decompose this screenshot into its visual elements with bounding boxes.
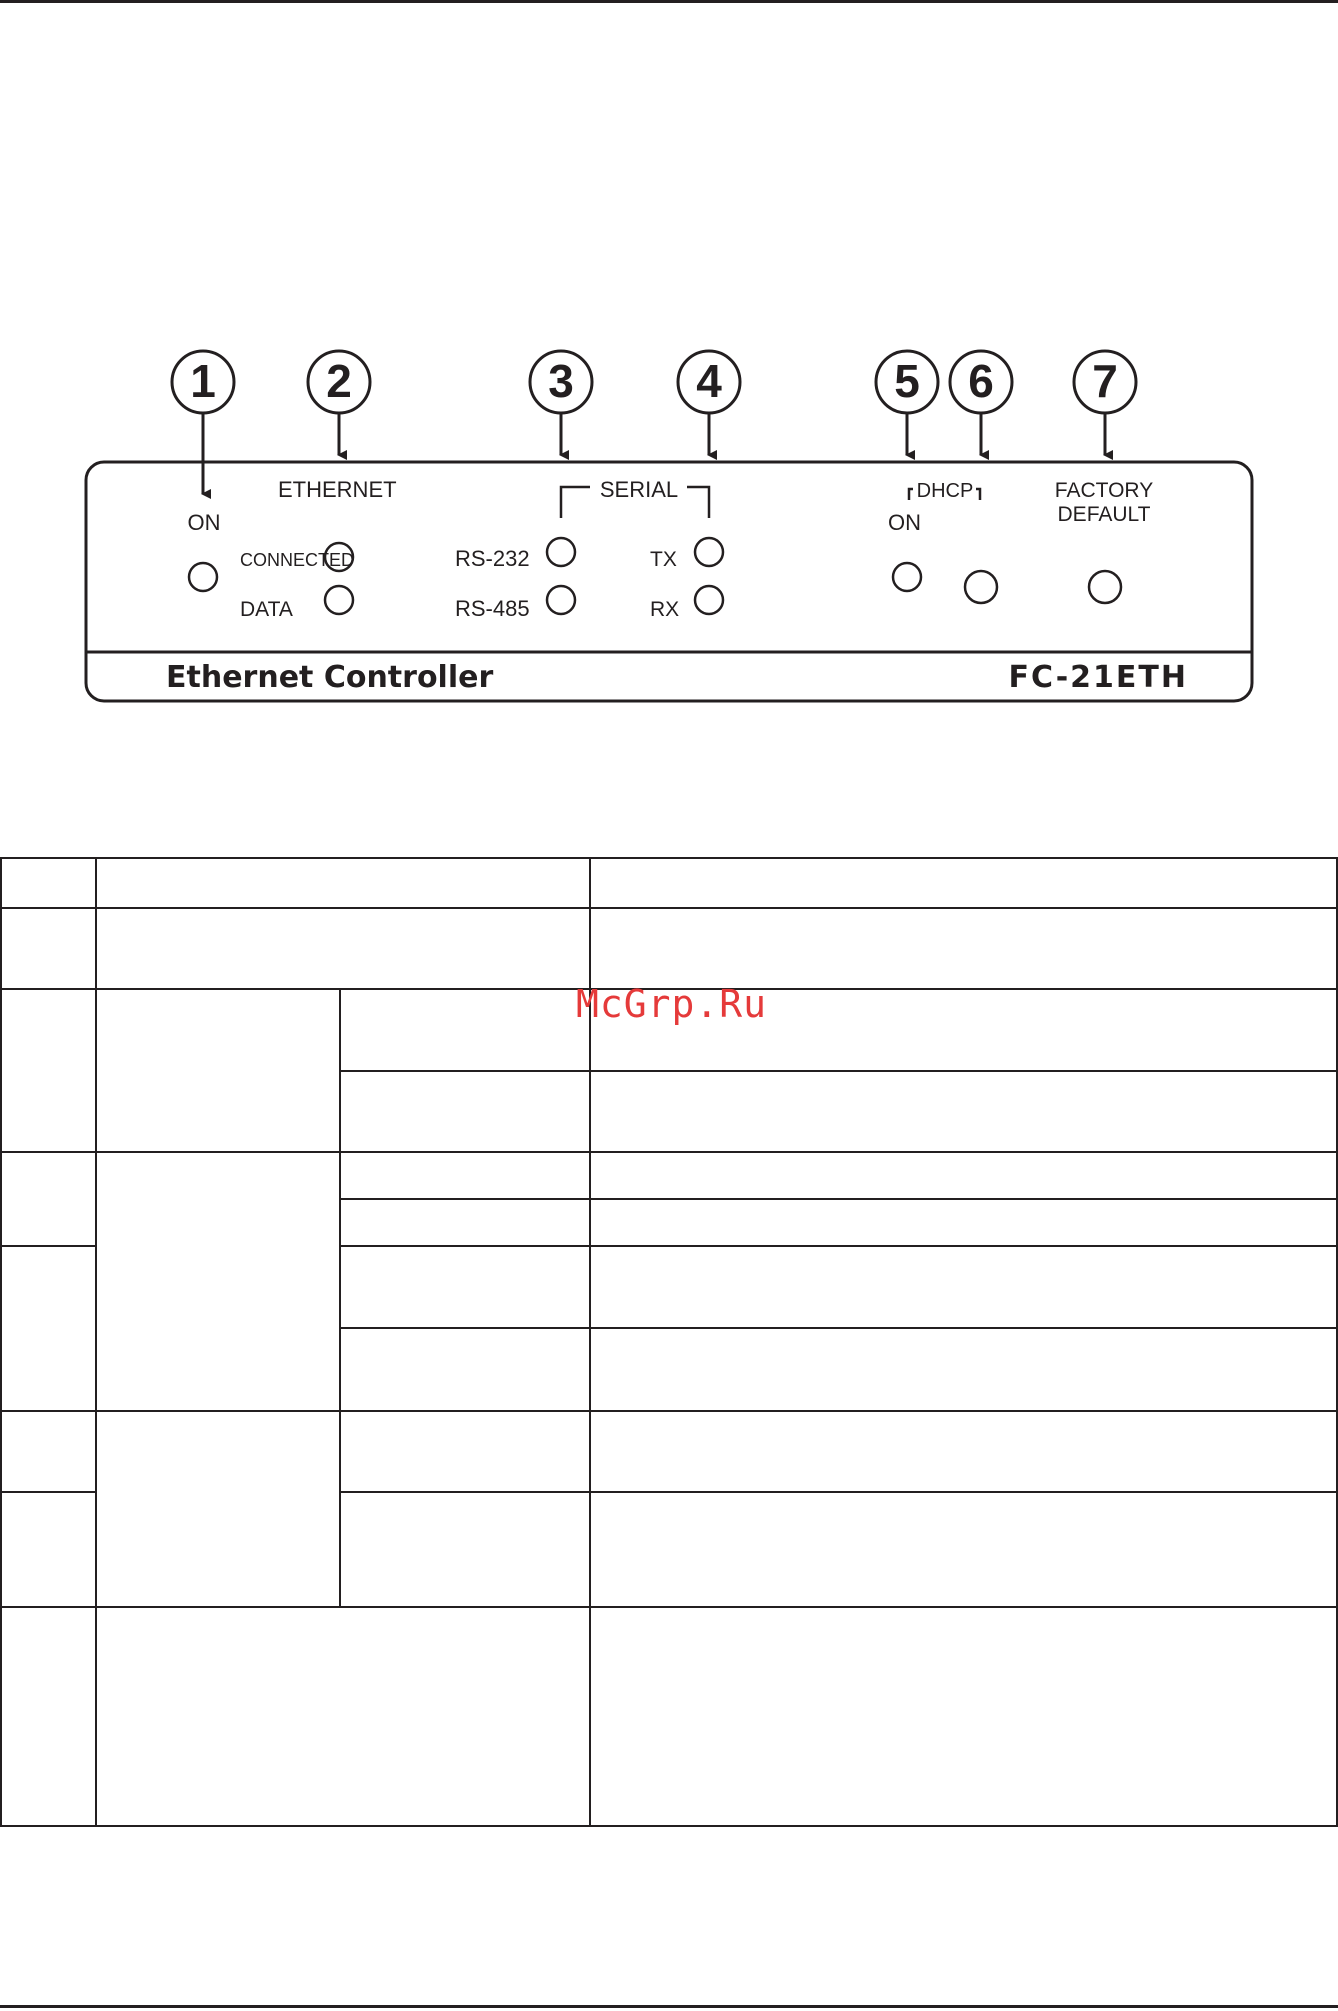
table-cell <box>1 1607 96 1826</box>
table-cell <box>590 1492 1337 1607</box>
table-row <box>1 1607 1337 1826</box>
data-label: DATA <box>240 598 293 621</box>
table-cell <box>1 989 96 1152</box>
tx-led <box>695 538 723 566</box>
on-label: ON <box>187 510 221 535</box>
table-cell <box>340 989 590 1070</box>
table-row <box>1 1411 1337 1492</box>
rx-label: RX <box>650 598 680 621</box>
callout-number: 6 <box>968 355 994 407</box>
front-panel-diagram <box>0 330 1338 730</box>
table-cell <box>1 1411 96 1492</box>
table-row <box>1 908 1337 989</box>
power-on-led <box>189 563 217 591</box>
table-cell <box>96 989 340 1152</box>
table-row <box>1 858 1337 908</box>
table-cell <box>96 908 590 989</box>
table-cell <box>590 1607 1337 1826</box>
dhcp-label: DHCP <box>916 480 974 502</box>
table-cell <box>340 1328 590 1410</box>
table-cell <box>590 1328 1337 1410</box>
table-cell <box>96 1411 340 1608</box>
callout-3 <box>530 351 592 455</box>
callout-number: 7 <box>1092 355 1118 407</box>
bottom-rule <box>0 2005 1338 2008</box>
table-cell <box>1 1492 96 1607</box>
connected-label: CONNECTED <box>240 550 355 570</box>
serial-label: SERIAL <box>599 477 679 502</box>
data-led <box>325 586 353 614</box>
rs232-label: RS-232 <box>455 546 530 571</box>
table-cell <box>590 908 1337 989</box>
callout-number: 1 <box>190 355 216 407</box>
dhcp-on-led <box>893 563 921 591</box>
callout-number: 3 <box>548 355 574 407</box>
table-cell <box>590 1152 1337 1199</box>
table-cell <box>96 1607 590 1826</box>
table-cell <box>1 908 96 989</box>
device-name: Ethernet Controller <box>166 660 494 695</box>
top-rule <box>0 0 1338 3</box>
callout-7 <box>1074 351 1136 455</box>
table-cell <box>340 1246 590 1328</box>
table-cell <box>590 1071 1337 1152</box>
rs485-label: RS-485 <box>455 596 530 621</box>
callout-2 <box>308 351 370 455</box>
table-cell <box>590 1199 1337 1246</box>
table-cell <box>1 1152 96 1246</box>
table-cell <box>1 1246 96 1411</box>
table-row <box>1 1152 1337 1199</box>
default-label: DEFAULT <box>1057 503 1151 526</box>
rx-led <box>695 586 723 614</box>
table-cell <box>340 1492 590 1607</box>
callout-6 <box>950 351 1012 455</box>
table-cell <box>340 1199 590 1246</box>
table-cell <box>590 1411 1337 1492</box>
callout-number: 2 <box>326 355 352 407</box>
callout-number: 4 <box>696 355 722 407</box>
callout-4 <box>678 351 740 455</box>
ethernet-label: ETHERNET <box>278 477 397 502</box>
callout-number: 5 <box>894 355 920 407</box>
table-cell <box>340 1152 590 1199</box>
table-cell <box>340 1071 590 1152</box>
rs485-led <box>547 586 575 614</box>
factory-label: FACTORY <box>1054 479 1154 502</box>
table-cell <box>590 1246 1337 1328</box>
table-header-cell <box>590 858 1337 908</box>
callout-1 <box>172 351 234 494</box>
watermark: McGrp.Ru <box>576 982 768 1026</box>
dhcp-button[interactable] <box>965 571 997 603</box>
tx-label: TX <box>650 548 677 571</box>
dhcp-on-label: ON <box>888 510 921 535</box>
rs232-led <box>547 538 575 566</box>
factory-default-button[interactable] <box>1089 571 1121 603</box>
table-cell <box>340 1411 590 1492</box>
table-header-cell <box>1 858 96 908</box>
table-header-cell <box>96 858 590 908</box>
model-name: FC-21ETH <box>1008 660 1188 695</box>
table-cell <box>96 1152 340 1411</box>
callout-5 <box>876 351 938 455</box>
